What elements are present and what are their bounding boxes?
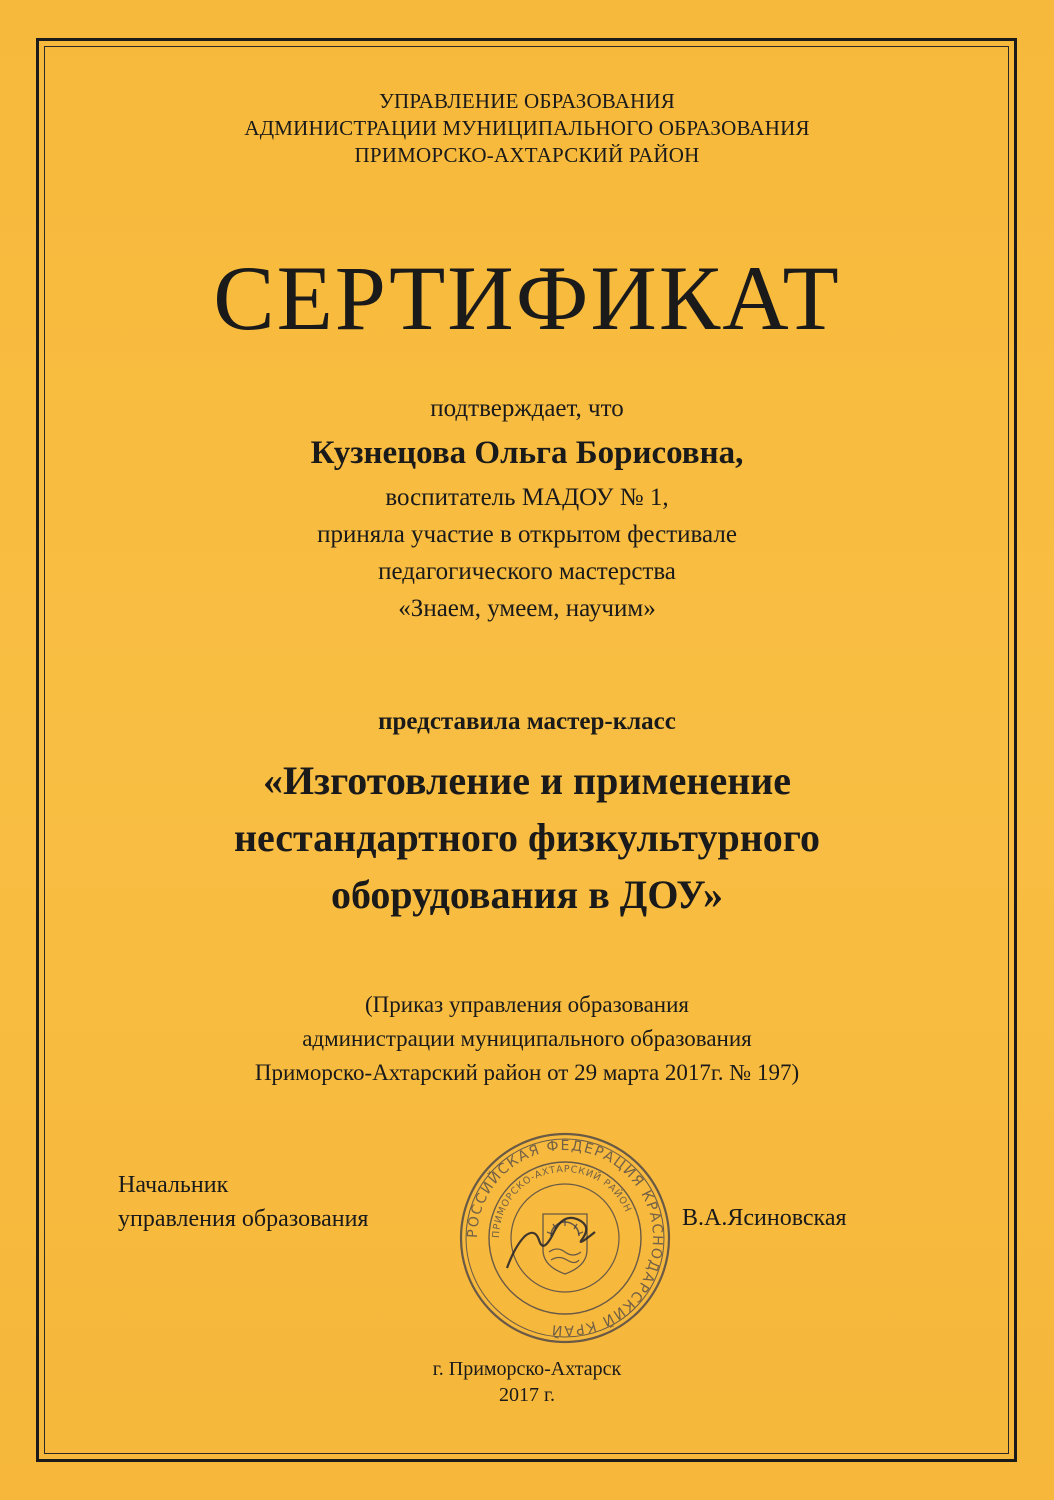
signer-role-line-2: управления образования (118, 1206, 369, 1232)
confirms-text: подтверждает, что (430, 395, 624, 422)
issuer-line-3: ПРИМОРСКО-АХТАРСКИЙ РАЙОН (354, 143, 700, 167)
certificate-title: СЕРТИФИКАТ (213, 247, 841, 349)
order-line-2: администрации муниципального образования (302, 1026, 752, 1051)
master-class-title-line-3: оборудования в ДОУ» (330, 872, 724, 917)
issuer-line-2: АДМИНИСТРАЦИИ МУНИЦИПАЛЬНОГО ОБРАЗОВАНИЯ (244, 116, 810, 140)
place-and-year (0, 1356, 1054, 1408)
year-text: 2017 г. (499, 1384, 555, 1406)
official-seal-stamp (455, 1128, 675, 1348)
recipient-position: воспитатель МАДОУ № 1, (385, 484, 669, 511)
master-class-title-line-2: нестандартного физкультурного (234, 815, 820, 860)
coat-of-arms-emblem (543, 1214, 587, 1274)
recipient-block (0, 390, 1054, 627)
signer-name: В.А.Ясиновская (682, 1205, 847, 1231)
city-text: г. Приморско-Ахтарск (432, 1358, 622, 1380)
master-class-title-line-1: «Изготовление и применение (262, 758, 792, 803)
issuer-line-1: УПРАВЛЕНИЕ ОБРАЗОВАНИЯ (378, 89, 675, 113)
handwritten-signature (507, 1218, 595, 1268)
issuer-header (0, 88, 1054, 169)
stamp-inner-text: ПРИМОРСКО-АХТАРСКИЙ РАЙОН (490, 1163, 634, 1239)
master-class-intro: представила мастер-класс (378, 708, 676, 735)
festival-name: «Знаем, умеем, научим» (398, 595, 656, 622)
recipient-name: Кузнецова Ольга Борисовна, (310, 435, 744, 471)
participation-line-2: педагогического мастерства (378, 558, 676, 585)
signer-role-line-1: Начальник (118, 1172, 229, 1198)
participation-line-1: приняла участие в открытом фестивале (317, 521, 737, 548)
order-line-3: Приморско-Ахтарский район от 29 марта 2017г. № 197) (254, 1060, 800, 1085)
order-line-1: (Приказ управления образования (365, 992, 689, 1017)
stamp-outer-text: РОССИЙСКАЯ ФЕДЕРАЦИЯ КРАСНОДАРСКИЙ КРАЙ (464, 1137, 666, 1339)
signer-role (118, 1168, 368, 1236)
master-class-title (0, 752, 1054, 923)
order-reference (0, 988, 1054, 1090)
